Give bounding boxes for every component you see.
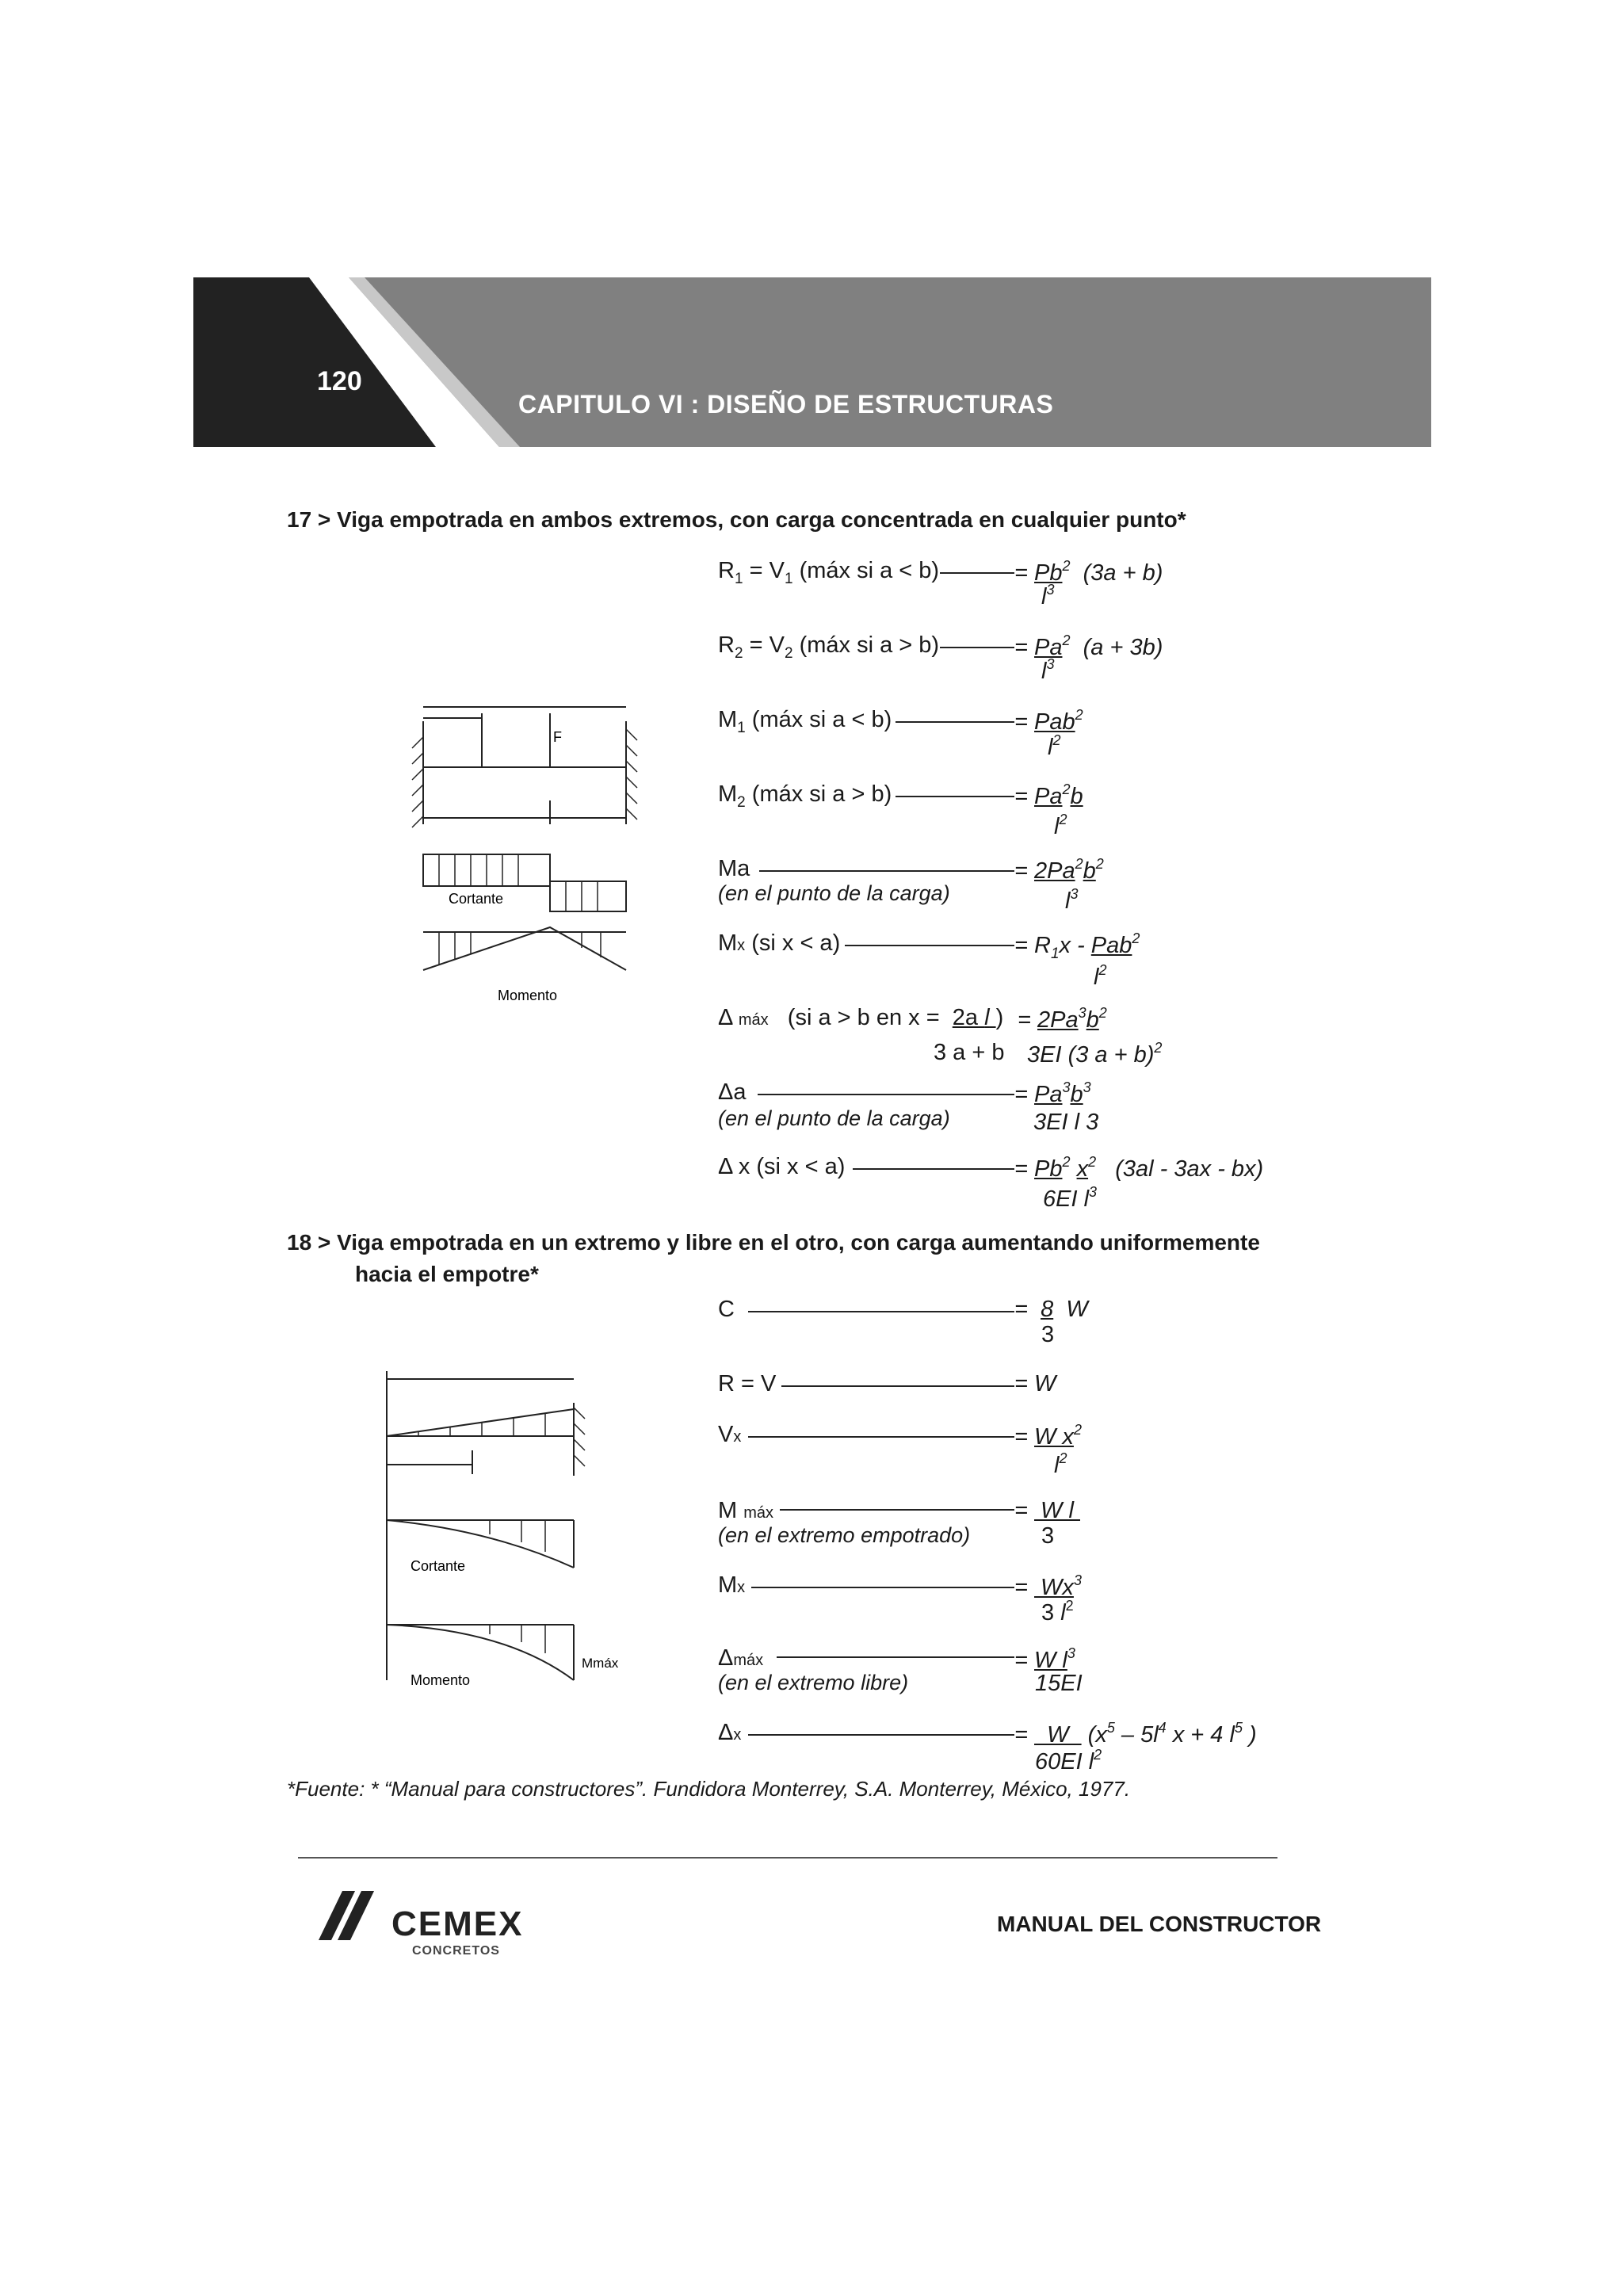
cantilever-beam-diagram	[371, 1363, 640, 1696]
formula-mx18: Mx	[718, 1572, 746, 1598]
force-label: F	[553, 729, 562, 745]
shear-label: Cortante	[449, 891, 504, 907]
formula-m1: $M_1$ (máx si a < b)	[718, 707, 892, 736]
page-number: 120	[317, 366, 362, 396]
moment-label: Momento	[411, 1672, 471, 1688]
source-note: *Fuente: * “Manual para constructores”. Fundidora Monterrey, S.A. Monterrey, México, 1977.	[287, 1777, 1131, 1801]
shear-label: Cortante	[411, 1558, 466, 1574]
formula-vx: Vx	[718, 1422, 742, 1447]
formula-da: Δa	[718, 1079, 747, 1105]
formula-m2: $M_2$ (máx si a > b)	[718, 781, 892, 811]
brand-sub: CONCRETOS	[412, 1944, 500, 1958]
formula-mmax: M máx	[718, 1498, 774, 1523]
cemex-logo	[319, 1891, 548, 1970]
formula-c: C	[718, 1297, 735, 1322]
formula-dmax: Δ máx (si a > b en x = 2a l )	[718, 1005, 1004, 1030]
footer-rule	[298, 1857, 1277, 1859]
brand-name: CEMEX	[391, 1904, 524, 1943]
manual-title: MANUAL DEL CONSTRUCTOR	[997, 1912, 1322, 1936]
moment-label: Momento	[498, 988, 558, 1003]
formula-dmax18: Δmáx	[718, 1645, 764, 1671]
mmax-label: Mmáx	[582, 1656, 619, 1671]
section-17-heading: 17 > Viga empotrada en ambos extremos, con carga concentrada en cualquier punto*	[287, 507, 1186, 532]
formula-r2: $R_2 = V_2$ (máx si a > b)	[718, 632, 940, 662]
formula-r1: $R_1 = V_1$ (máx si a < b)	[718, 558, 940, 587]
formula-dx18: Δx	[718, 1720, 742, 1745]
formula-dx: Δ x (si x < a)	[718, 1154, 846, 1179]
formula-ma: Ma	[718, 856, 750, 881]
formula-mx: Mx (si x < a)	[718, 930, 841, 956]
header-graphic	[193, 277, 1431, 447]
chapter-title: CAPITULO VI : DISEÑO DE ESTRUCTURAS	[518, 390, 1054, 418]
formula-rv: R = V	[718, 1371, 777, 1396]
fixed-beam-diagram	[363, 666, 694, 1030]
section-18-heading: 18 > Viga empotrada en un extremo y libre en el otro, con carga aumentando uniformemente hacia el empotre*	[287, 1230, 1260, 1286]
